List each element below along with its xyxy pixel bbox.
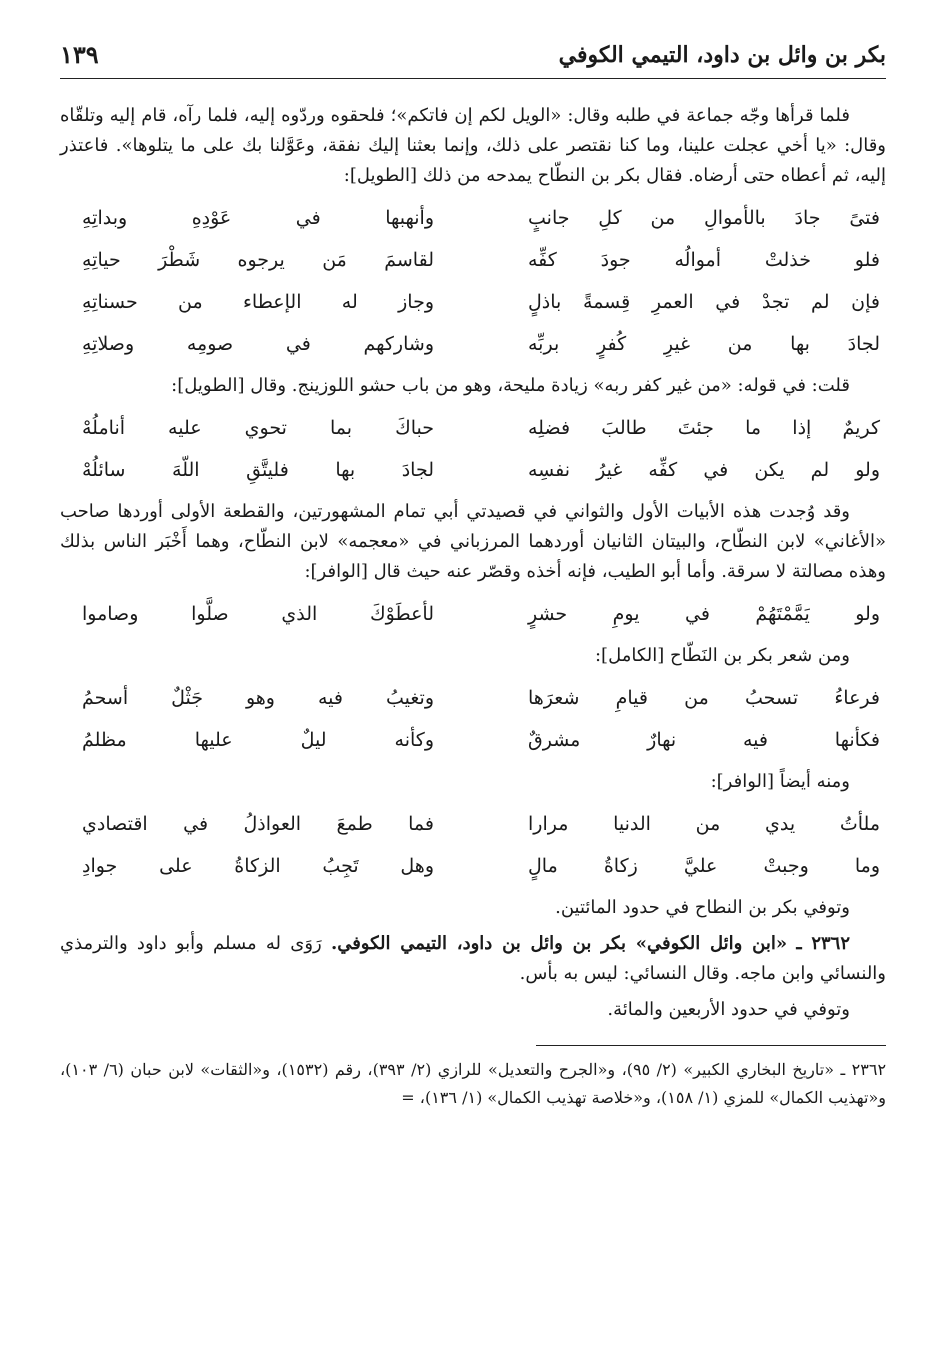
verse-first-hemistich: فإن لم تجدْ في العمرِ قِسمةً باذلٍ <box>528 291 880 313</box>
verse-second-hemistich: فما طمعَ العواذلُ في اقتصادي <box>82 813 434 835</box>
entry-number: ٢٣٦٢ ـ <box>796 933 851 954</box>
page-number: ١٣٩ <box>60 40 99 69</box>
book-page <box>60 38 886 1118</box>
footnote-divider <box>536 1045 886 1046</box>
paragraph-7: وتوفي في حدود الأربعين والمائة. <box>607 999 850 1020</box>
verse-line <box>60 197 886 239</box>
verse-first-hemistich: وما وجبتْ عليَّ زكاةُ مالٍ <box>528 855 880 877</box>
verse-second-hemistich: وجاز له الإعطاء من حسناتِهِ <box>82 291 434 313</box>
entry-heading: «ابن وائل الكوفي» بكر بن وائل بن داود، التيمي الكوفي. <box>330 933 788 954</box>
verse-line <box>60 593 886 635</box>
footnote: ٢٣٦٢ ـ «تاريخ البخاري الكبير» (٢/ ٩٥)، و«الجرح والتعديل» للرازي (٢/ ٣٩٣)، رقم (١٥٣٢)، و«الثقات» لابن حبان (٦/ ١٠٣)، و«تهذيب الكمال» للمزي (١/ ١٥٨)، و«خلاصة تهذيب الكمال» (١/ ١٣٦)، = <box>60 1060 887 1107</box>
verse-line <box>60 845 886 887</box>
verse-first-hemistich: فلو خذلتْ أموالُه جودَ كفِّه <box>528 249 880 271</box>
verse-second-hemistich: حباكَ بما تحوي عليه أناملُهْ <box>82 417 434 439</box>
paragraph-4: ومن شعر بكر بن النَطّاح [الكامل]: <box>594 645 850 666</box>
verse-first-hemistich: فرعاءُ تسحبُ من قيامِ شعرَها <box>528 687 880 709</box>
verse-group-3 <box>60 593 886 635</box>
verse-first-hemistich: لجادَ بها من غيرِ كُفرٍ بربِّه <box>528 333 880 355</box>
verse-line <box>60 239 886 281</box>
verse-line <box>60 407 886 449</box>
paragraph-1: فلما قرأها وجّه جماعة في طلبه وقال: «الويل لكم إن فاتكم»؛ فلحقوه وردّوه إليه، فلما رآه، قام إليه وتلقّاه وقال: «يا أخي عجلت علينا، وما كنا نقتصر على ذلك، وإنما بعثنا إليك نفقة، وعَوَّلنا بك على ما يتلوها». فاعتذر إليه، ثم أعطاه حتى أرضاه. فقال بكر بن النطّاح يمدحه من ذلك [الطويل]: <box>60 105 886 186</box>
verse-group-2 <box>60 407 886 491</box>
verse-first-hemistich: ولو يَمَّمْتَهُمْ في يومِ حشرٍ <box>528 603 880 625</box>
verse-second-hemistich: لجادَ بها فليتَّقِ اللّهَ سائلُهْ <box>82 459 434 481</box>
verse-second-hemistich: وتغيبُ فيه وهو جَثْلٌ أسحمُ <box>82 687 434 709</box>
verse-first-hemistich: فكأنها فيه نهارٌ مشرقٌ <box>528 729 880 751</box>
verse-line <box>60 677 886 719</box>
page-body <box>60 79 886 1112</box>
verse-first-hemistich: ولو لم يكن في كفِّه غيرُ نفسِه <box>528 459 880 481</box>
verse-line <box>60 449 886 491</box>
paragraph-2: قلت: في قوله: «من غير كفر ربه» زيادة مليحة، وهو من باب حشو اللوزينج. وقال [الطويل]: <box>171 375 850 396</box>
verse-second-hemistich: لأعطَوْكَ الذي صلَّوا وصاموا <box>82 603 434 625</box>
entry-text: رَوَى له مسلم وأبو داود والترمذي والنسائي وابن ماجه. وقال النسائي: ليس به بأس. <box>60 933 886 984</box>
paragraph-3: وقد وُجدت هذه الأبيات الأول والثواني في قصيدتي أبي تمام المشهورتين، والقطعة الأولى أوردها صاحب «الأغاني» لابن النطّاح، والبيتان الثانيان أوردهما المرزباني في «معجمه» لابن النطّاح، وهما أَخْبَر الناس بذلك وهذه مصالتة لا سرقة. وأما أبو الطيب، فإنه أخذه وقصّر عنه حيث قال [الوافر]: <box>60 501 886 582</box>
verse-line <box>60 323 886 365</box>
biography-entry <box>60 929 886 989</box>
verse-second-hemistich: وأنهبها في عَوْدِهِ وبداتِهِ <box>82 207 434 229</box>
verse-second-hemistich: وشاركهم في صومِه وصلاتِهِ <box>82 333 434 355</box>
verse-line <box>60 803 886 845</box>
verse-second-hemistich: وهل تَجِبُ الزكاةُ على جوادِ <box>82 855 434 877</box>
verse-group-4 <box>60 677 886 761</box>
verse-line <box>60 719 886 761</box>
page-header <box>60 38 886 79</box>
paragraph-6: وتوفي بكر بن النطاح في حدود المائتين. <box>555 897 850 918</box>
verse-first-hemistich: كريمٌ إذا ما جئتَ طالبَ فضلِه <box>528 417 880 439</box>
verse-line <box>60 281 886 323</box>
verse-group-1 <box>60 197 886 365</box>
verse-second-hemistich: وكأنه ليلٌ عليها مظلمُ <box>82 729 434 751</box>
verse-first-hemistich: ملأتُ يدي من الدنيا مرارا <box>528 813 880 835</box>
verse-first-hemistich: فتىً جادَ بالأموالِ من كلِ جانبٍ <box>528 207 880 229</box>
verse-second-hemistich: لقاسمَ مَن يرجوه شَطْرَ حياتِهِ <box>82 249 434 271</box>
paragraph-5: ومنه أيضاً [الوافر]: <box>710 771 850 792</box>
verse-group-5 <box>60 803 886 887</box>
running-title: بكر بن وائل بن داود، التيمي الكوفي <box>558 42 886 68</box>
